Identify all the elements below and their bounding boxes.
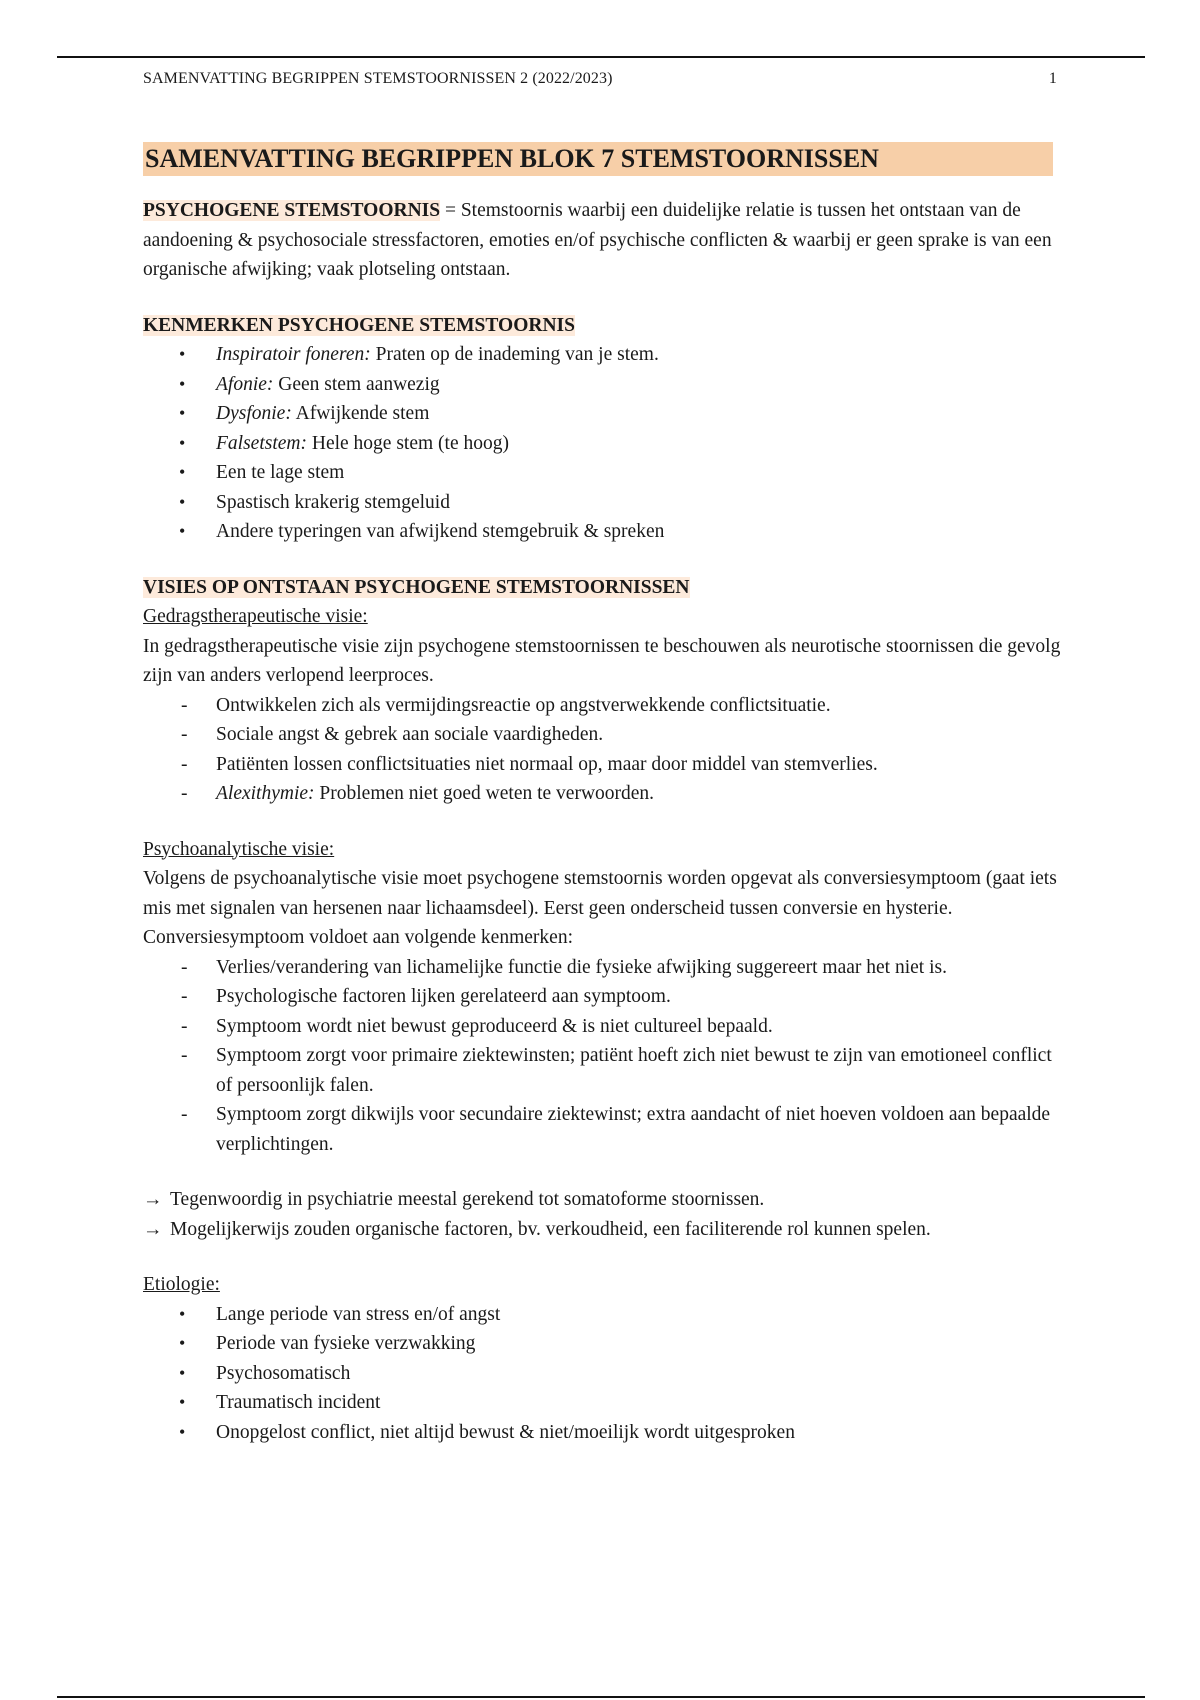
kenmerken-item: [143, 370, 1063, 400]
footer-rule: [57, 1696, 1145, 1698]
item-text: Afwijkende stem: [291, 403, 430, 424]
arrow-icon: →: [143, 1189, 163, 1210]
item-term: Falsetstem:: [216, 432, 307, 454]
page-header: [143, 70, 1057, 88]
etiologie-section: [143, 1270, 1063, 1447]
item-text: Een te lage stem: [216, 462, 345, 483]
kenmerken-item: [143, 399, 1063, 429]
item-text: Spastisch krakerig stemgeluid: [216, 491, 450, 513]
etiologie-item: • Lange periode van stress en/of angst: [143, 1300, 1063, 1330]
psycho-list: [143, 953, 1063, 1160]
kenmerken-item: [143, 429, 1063, 459]
psycho-item: - Symptoom zorgt voor primaire ziektewinsten; patiënt hoeft zich niet bewust te zijn van emotioneel conflict of persoonlijk falen.: [143, 1041, 1063, 1100]
psycho-item: - Psychologische factoren lijken gerelateerd aan symptoom.: [143, 982, 1063, 1012]
note-line: [143, 1185, 1063, 1215]
item-text: Hele hoge stem (te hoog): [306, 432, 509, 454]
item-term: Dysfonie:: [216, 403, 292, 424]
psycho-item: - Symptoom zorgt dikwijls voor secundaire ziektewinst; extra aandacht of niet hoeven voldoen aan bepaalde verplichtingen.: [143, 1100, 1063, 1159]
arrow-icon: →: [143, 1218, 163, 1240]
definition-paragraph: [143, 196, 1063, 285]
psycho-intro2: Conversiesymptoom voldoet aan volgende kenmerken:: [143, 927, 573, 948]
definition-term: PSYCHOGENE STEMSTOORNIS: [143, 200, 441, 221]
gedrag-item: [143, 779, 1063, 809]
gedrag-intro: In gedragstherapeutische visie zijn psychogene stemstoornissen te beschouwen als neurotische stoornissen die gevolg zijn van anders verlopend leerproces.: [143, 635, 1061, 686]
item-text: Sociale angst & gebrek aan sociale vaardigheden.: [216, 724, 604, 745]
document-title: SAMENVATTING BEGRIPPEN BLOK 7 STEMSTOORNISSEN: [143, 142, 1053, 176]
document-body: [143, 142, 1063, 1447]
definition-text: = Stemstoornis waarbij een duidelijke relatie is tussen het ontstaan van de aandoening & psychosociale stressfactoren, emoties en/of psychische conflicten & waarbij er geen sprake is van een organische afwijking; vaak plotseling ontstaan.: [143, 200, 1052, 280]
psycho-item: - Symptoom wordt niet bewust geproduceerd & is niet cultureel bepaald.: [143, 1012, 1063, 1042]
kenmerken-item: [143, 488, 1063, 518]
gedrag-item: [143, 720, 1063, 750]
etiologie-item: • Psychosomatisch: [143, 1359, 1063, 1389]
item-text: Andere typeringen van afwijkend stemgebruik & spreken: [216, 521, 665, 542]
item-text: Geen stem aanwezig: [273, 373, 440, 395]
kenmerken-list: [143, 340, 1063, 547]
kenmerken-item: [143, 340, 1063, 370]
etiologie-item: • Periode van fysieke verzwakking: [143, 1329, 1063, 1359]
etiologie-item: • Traumatisch incident: [143, 1388, 1063, 1418]
gedrag-item: [143, 750, 1063, 780]
visies-heading: VISIES OP ONTSTAAN PSYCHOGENE STEMSTOORNISSEN: [143, 576, 690, 598]
note-text: Tegenwoordig in psychiatrie meestal gerekend tot somatoforme stoornissen.: [170, 1189, 765, 1210]
psycho-item: - Verlies/verandering van lichamelijke functie die fysieke afwijking suggereert maar het niet is.: [143, 953, 1063, 983]
item-text: Patiënten lossen conflictsituaties niet normaal op, maar door middel van stemverlies.: [216, 753, 878, 775]
gedrag-item: [143, 691, 1063, 721]
psycho-intro: Volgens de psychoanalytische visie moet psychogene stemstoornis worden opgevat als conversiesymptoom (gaat iets mis met signalen van hersenen naar lichaamsdeel). Eerst geen onderscheid tussen conversie en hysterie.: [143, 868, 1057, 919]
item-text: Problemen niet goed weten te verwoorden.: [314, 783, 655, 804]
note-text: Mogelijkerwijs zouden organische factoren, bv. verkoudheid, een faciliterende rol kunnen spelen.: [170, 1218, 931, 1240]
running-title: SAMENVATTING BEGRIPPEN STEMSTOORNISSEN 2 (2022/2023): [143, 70, 613, 87]
etiologie-list: [143, 1300, 1063, 1448]
item-text: Ontwikkelen zich als vermijdingsreactie op angstverwekkende conflictsituatie.: [216, 694, 831, 716]
note-line: [143, 1215, 1063, 1245]
etiologie-item: • Onopgelost conflict, niet altijd bewust & niet/moeilijk wordt uitgesproken: [143, 1418, 1063, 1448]
notes: [143, 1185, 1063, 1244]
gedrag-list: [143, 691, 1063, 809]
gedrag-subheading: Gedragstherapeutische visie:: [143, 606, 368, 627]
visies-section: [143, 573, 1063, 1245]
header-rule: [57, 56, 1145, 58]
item-term: Inspiratoir foneren:: [216, 344, 371, 365]
kenmerken-item: [143, 517, 1063, 547]
item-text: Praten op de inademing van je stem.: [370, 344, 659, 365]
kenmerken-item: [143, 458, 1063, 488]
item-term: Afonie:: [216, 373, 274, 395]
item-term: Alexithymie:: [216, 783, 315, 804]
kenmerken-heading: KENMERKEN PSYCHOGENE STEMSTOORNIS: [143, 314, 575, 336]
psycho-subheading: Psychoanalytische visie:: [143, 838, 335, 860]
page-number: 1: [1048, 70, 1057, 87]
etiologie-subheading: Etiologie:: [143, 1274, 220, 1295]
kenmerken-section: [143, 311, 1063, 547]
